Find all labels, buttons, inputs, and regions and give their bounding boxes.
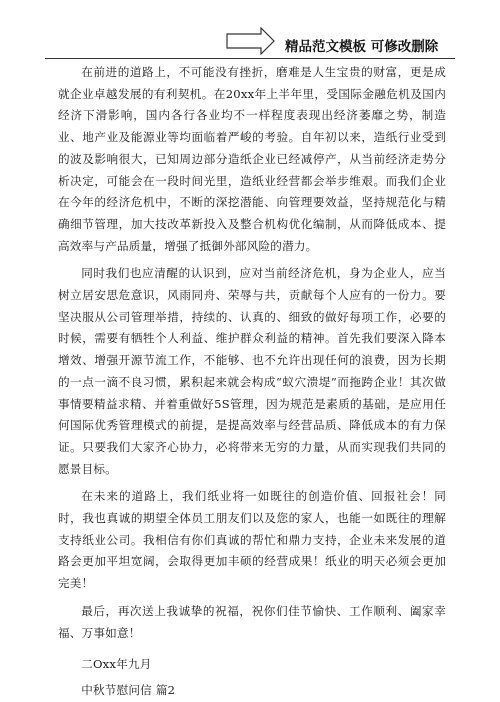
signature-date: 二Oxx年九月	[81, 657, 152, 672]
next-article-title: 中秋节慰问信 篇2	[81, 682, 176, 697]
paragraph: 同时我们也应清醒的认识到，应对当前经济危机，身为企业人，应当树立居安思危意识，风雨同舟、荣辱与共，贡献每个人应有的一份力。要坚决服从公司管理举措，持续的、认真的、细致的做好每项工作，必要的时候，需要有牺牲个人利益、维护群众利益的精神。首先我们要深入降本增效、增强开源节流工作，不能够、也不允许出现任何的浪费，因为长期的一点一滴不良习惯，累积起来就会构成“蚁穴溃堤”而拖跨企业！其次做事情要精益求精、并着重做好5S管理，因为规范是素质的基础，是应用任何国际优秀管理模式的前提，是提高效率与经营品质、降低成本的有力保证。只要我们大家齐心协力，必将带来无穷的力量，从而实现我们共同的愿景目标。	[58, 266, 446, 476]
paragraph: 在未来的道路上，我们纸业将一如既往的创造价值、回报社会！同时，我也真诚的期望全体员工朋友们以及您的家人，也能一如既往的理解支持纸业公司。我相信有你们真诚的帮忙和鼎力支持，企业未来发展的道路会更加平坦宽阔，会取得更加丰硕的经营成果！纸业的明天必须会更加完美！	[58, 489, 446, 591]
paragraph: 最后，再次送上我诚挚的祝福，祝你们佳节愉快、工作顺利、阖家幸福、万事如意！	[58, 603, 446, 640]
header-rule	[45, 58, 455, 59]
page-header	[0, 0, 500, 64]
document-body	[58, 62, 446, 702]
arrow-icon	[226, 27, 276, 55]
template-tag: 精品范文模板 可修改删除	[285, 39, 439, 55]
paragraph: 在前进的道路上，不可能没有挫折，磨难是人生宝贵的财富，更是成就企业卓越发展的有利契机。在20xx年上半年里，受国际金融危机及国内经济下滑影响，国内各行各业均不一样程度表现出经济萎靡之势，制造业、地产业及能源业等均面临着严峻的考验。自年初以来，造纸行业受到的波及影响很大，已知周边部分造纸企业已经减停产，从当前经济走势分析决定，可能会在一段时间光里，造纸业经营都会举步维艰。而我们企业在今年的经济危机中，不断的深挖潜能、向管理要效益，坚持规范化与精确细节管理，加大技改革新投入及整合机构优化编制，从而降低成本、提高效率与产品质量，增强了抵御外部风险的潜力。	[58, 65, 446, 253]
